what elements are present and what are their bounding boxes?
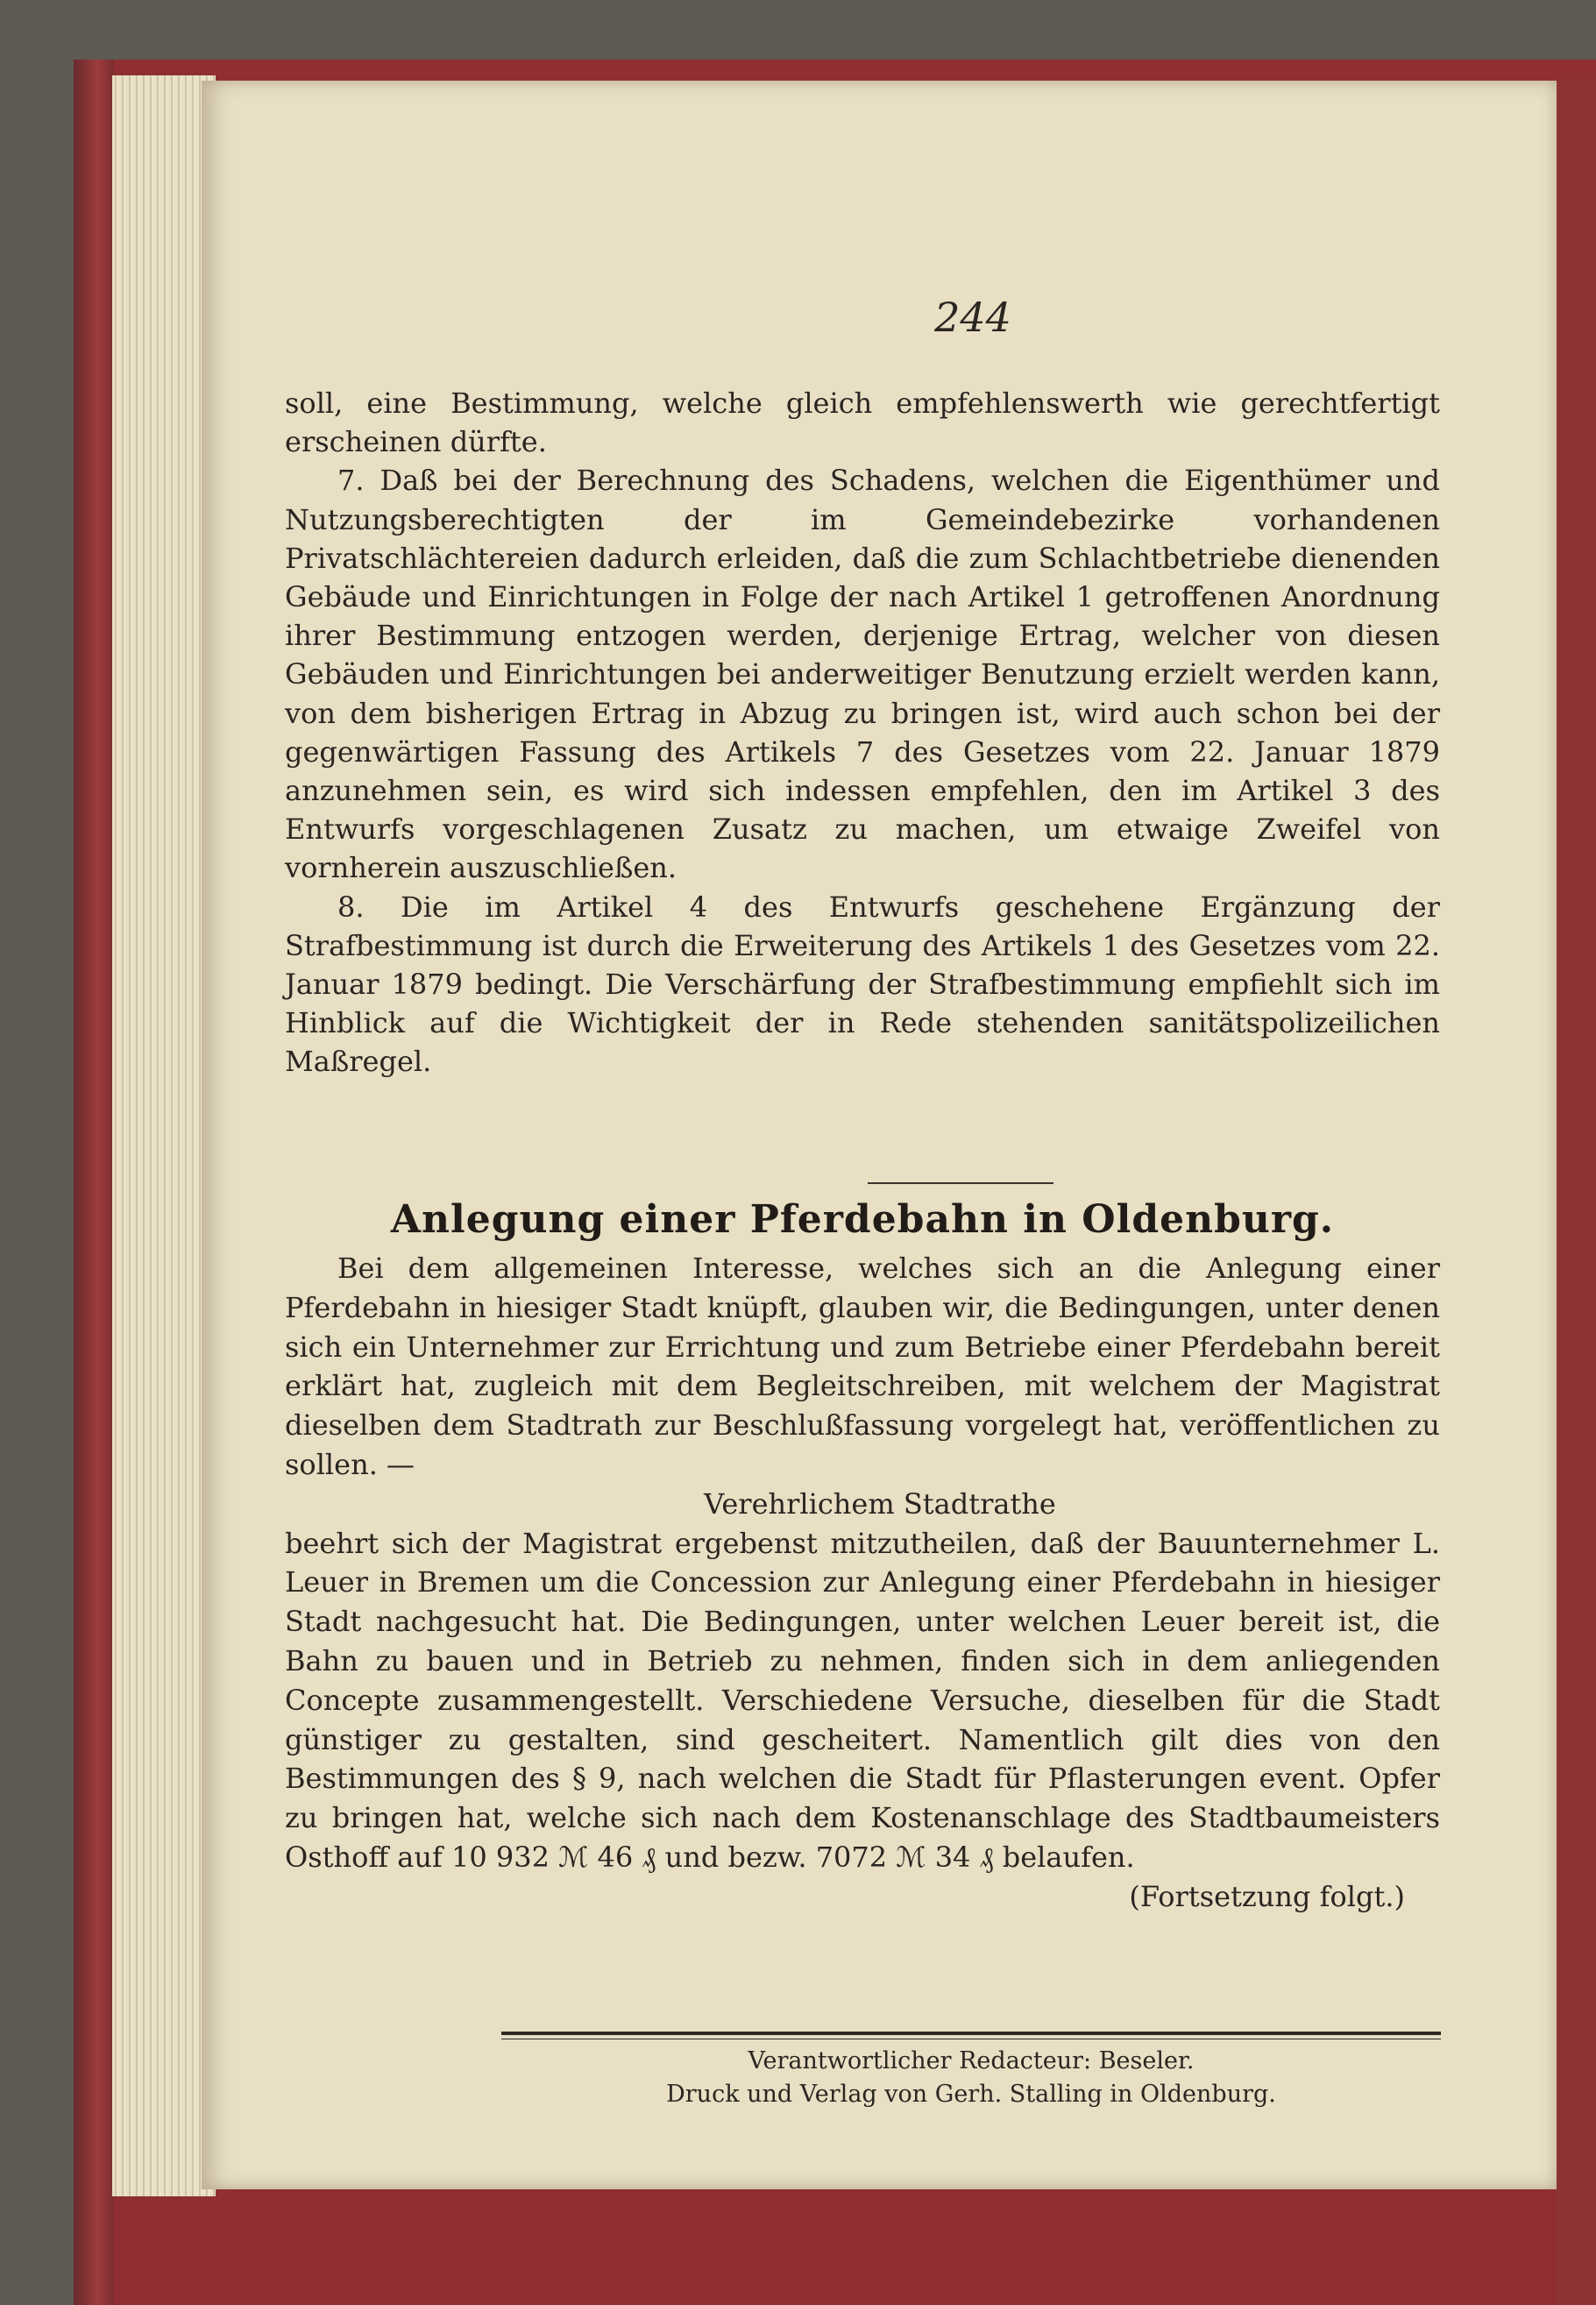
editor-line: Verantwortlicher Redacteur: Beseler. (748, 2047, 1195, 2074)
body-text (285, 384, 1440, 1082)
article-body (285, 1249, 1440, 1917)
article-intro: Bei dem allgemeinen Interesse, welches sich an die Anlegung einer Pferdebahn in hiesiger Stadt knüpft, glauben wir, die Bedingungen, unter denen sich ein Unternehmer zur Errichtung und zum Betriebe einer Pferdebahn bereit erklärt hat, zugleich mit dem Begleitschreiben, mit welchem der Magistrat dieselben dem Stadtrath zur Beschlußfassung vorgelegt hat, veröffentlichen zu sollen. — (285, 1252, 1440, 1481)
printer-line: Druck und Verlag von Gerh. Stalling in Oldenburg. (666, 2081, 1276, 2108)
back-cover-edge (1557, 79, 1596, 2305)
letter-salutation: Verehrlichem Stadtrathe (704, 1486, 1056, 1521)
cover-edge (74, 60, 114, 2305)
paragraph: 8. Die im Artikel 4 des Entwurfs geschehene Ergänzung der Strafbestimmung ist durch die Erweiterung des Artikels 1 des Gesetzes vom 22. Januar 1879 bedingt. Die Verschärfung der Strafbestimmung empfiehlt sich im Hinblick auf die Wichtigkeit der in Rede stehenden sanitätspolizeilichen Maßregel. (285, 890, 1440, 1079)
section-divider (868, 1182, 1053, 1184)
page-number: 244 (934, 294, 1011, 341)
paragraph: soll, eine Bestimmung, welche gleich empfehlenswerth wie gerechtfertigt erscheinen dürfte. (285, 387, 1440, 459)
article-heading: Anlegung einer Pferdebahn in Oldenburg. (390, 1197, 1335, 1242)
continuation-note: (Fortsetzung folgt.) (1129, 1879, 1405, 1913)
paragraph: 7. Daß bei der Berechnung des Schadens, welchen die Eigenthümer und Nutzungsberechtigten der im Gemeindebezirke vorhandenen Privatschlächtereien dadurch erleiden, daß die zum Schlachtbetriebe dienenden Gebäude und Einrichtungen in Folge der nach Artikel 1 getroffenen Anordnung ihrer Bestimmung entzogen werden, derjenige Ertrag, welcher von diesen Gebäuden und Einrichtungen bei anderweitiger Benutzung erzielt werden kann, von dem bisherigen Ertrag in Abzug zu bringen ist, wird auch schon bei der gegenwärtigen Fassung des Artikels 7 des Gesetzes vom 22. Januar 1879 anzunehmen sein, es wird sich indessen empfehlen, den im Artikel 3 des Entwurfs vorgeschlagenen Zusatz zu machen, um etwaige Zweifel von vornherein auszuschließen. (285, 464, 1440, 885)
page-edges (112, 75, 216, 2196)
footer-rule (501, 2032, 1441, 2035)
letter-body: beehrt sich der Magistrat ergebenst mitzutheilen, daß der Bauunternehmer L. Leuer in Bremen um die Concession zur Anlegung einer Pferdebahn in hiesiger Stadt nachgesucht hat. Die Bedingungen, unter welchen Leuer bereit ist, die Bahn zu bauen und in Betrieb zu nehmen, finden sich in dem anliegenden Concepte zusammengestellt. Verschiedene Versuche, dieselben für die Stadt günstiger zu gestalten, sind gescheitert. Namentlich gilt dies von den Bestimmungen des § 9, nach welchen die Stadt für Pflasterungen event. Opfer zu bringen hat, welche sich nach dem Kostenanschlage des Stadtbaumeisters Osthoff auf 10 932 ℳ 46 ₰ und bezw. 7072 ℳ 34 ₰ belaufen. (285, 1526, 1440, 1874)
